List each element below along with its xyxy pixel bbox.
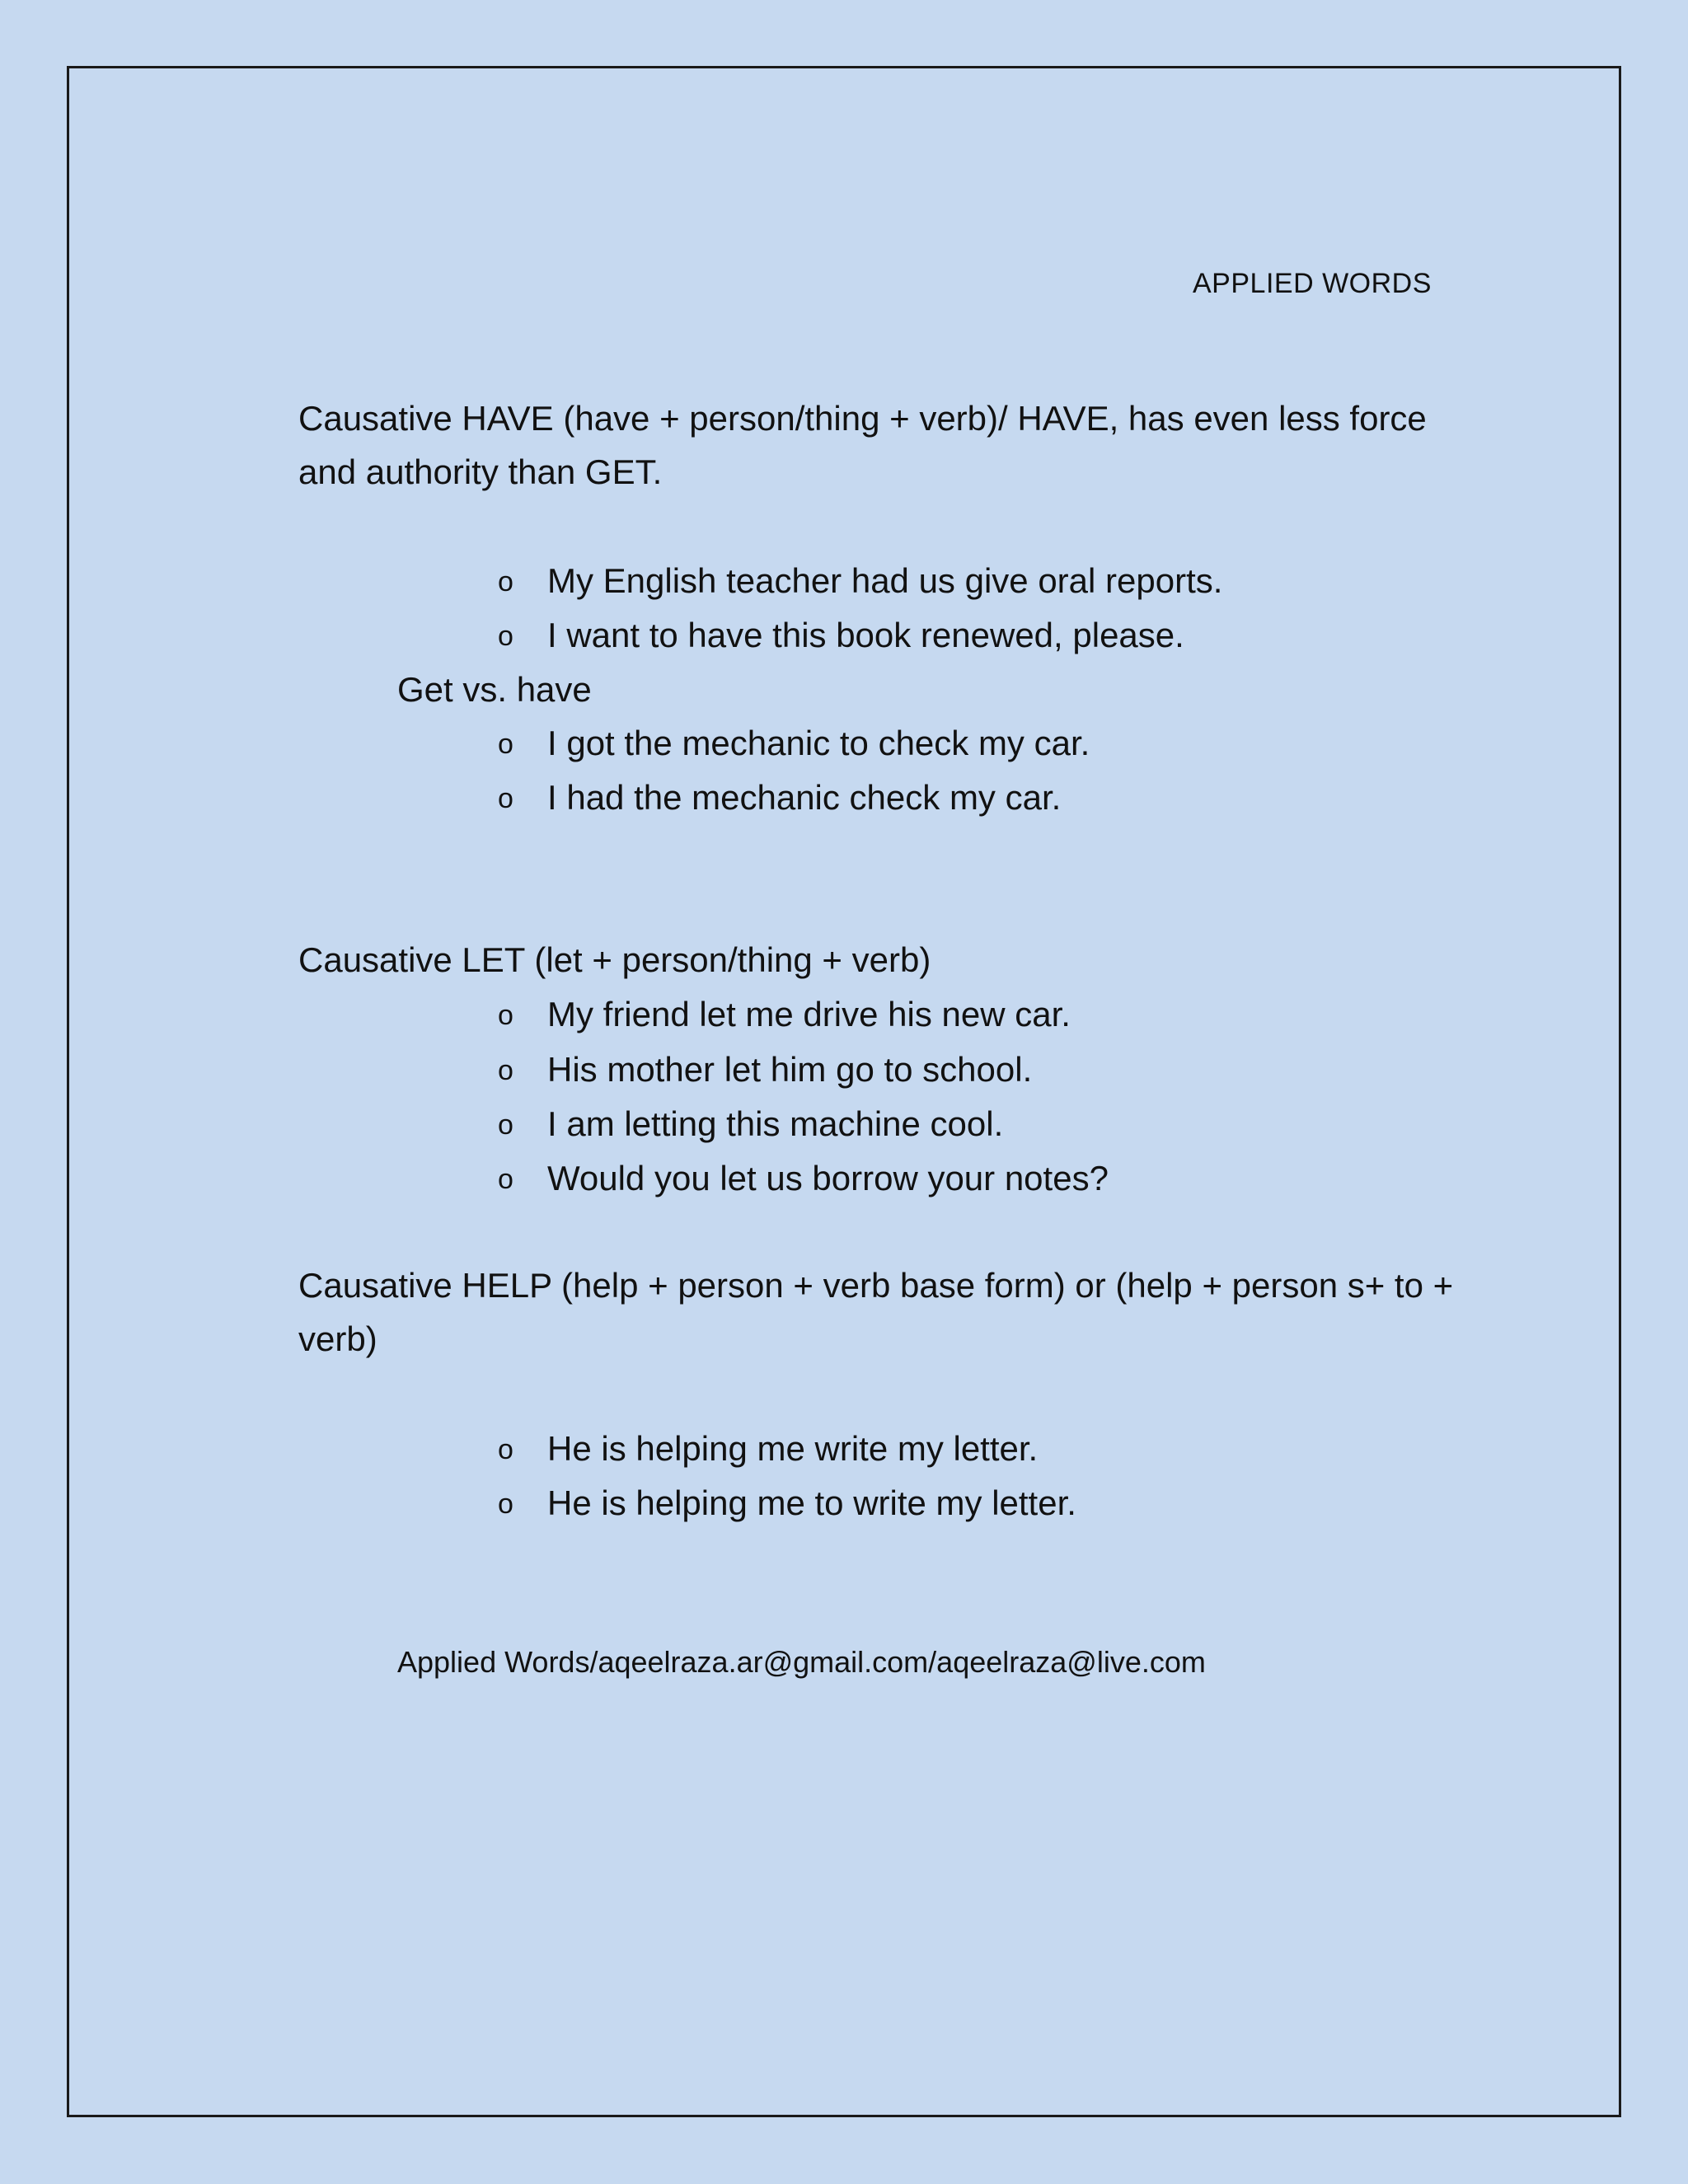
list-item — [498, 554, 1222, 609]
bullet-icon: o — [498, 783, 513, 814]
get-vs-have-subheading: Get vs. have — [397, 670, 592, 709]
list-item — [498, 987, 1071, 1043]
list-item — [498, 608, 1184, 663]
list-item — [498, 1422, 1038, 1477]
bullet-icon: o — [498, 1109, 513, 1141]
list-item — [498, 1097, 1003, 1152]
bullet-icon: o — [498, 1055, 513, 1086]
list-item-text: I got the mechanic to check my car. — [547, 724, 1090, 762]
list-item-text: I had the mechanic check my car. — [547, 778, 1062, 817]
list-item-text: He is helping me to write my letter. — [547, 1483, 1076, 1522]
let-heading: Causative LET (let + person/thing + verb) — [298, 940, 931, 979]
bullet-icon: o — [498, 1488, 513, 1520]
help-heading: Causative HELP (help + person + verb base form) or (help + person s+ to + verb) — [298, 1266, 1454, 1358]
list-item — [498, 1043, 1032, 1098]
bullet-icon: o — [498, 566, 513, 598]
list-item — [498, 1476, 1076, 1531]
page-header-title: APPLIED WORDS — [1193, 268, 1432, 299]
bullet-icon: o — [498, 729, 513, 760]
footer-contact: Applied Words/aqeelraza.ar@gmail.com/aqeelraza@live.com — [397, 1645, 1206, 1679]
list-item-text: I want to have this book renewed, please. — [547, 616, 1184, 654]
list-item — [498, 716, 1090, 771]
list-item-text: I am letting this machine cool. — [547, 1104, 1004, 1143]
list-item — [498, 1151, 1109, 1207]
list-item-text: Would you let us borrow your notes? — [547, 1159, 1109, 1197]
list-item — [498, 771, 1061, 826]
bullet-icon: o — [498, 1164, 513, 1195]
list-item-text: His mother let him go to school. — [547, 1050, 1033, 1089]
list-item-text: My friend let me drive his new car. — [547, 995, 1071, 1033]
bullet-icon: o — [498, 621, 513, 652]
bullet-icon: o — [498, 1434, 513, 1465]
list-item-text: My English teacher had us give oral reports. — [547, 561, 1223, 600]
list-item-text: He is helping me write my letter. — [547, 1429, 1039, 1468]
have-heading: Causative HAVE (have + person/thing + verb)/ HAVE, has even less force and authority than GET. — [298, 399, 1427, 491]
bullet-icon: o — [498, 1000, 513, 1031]
